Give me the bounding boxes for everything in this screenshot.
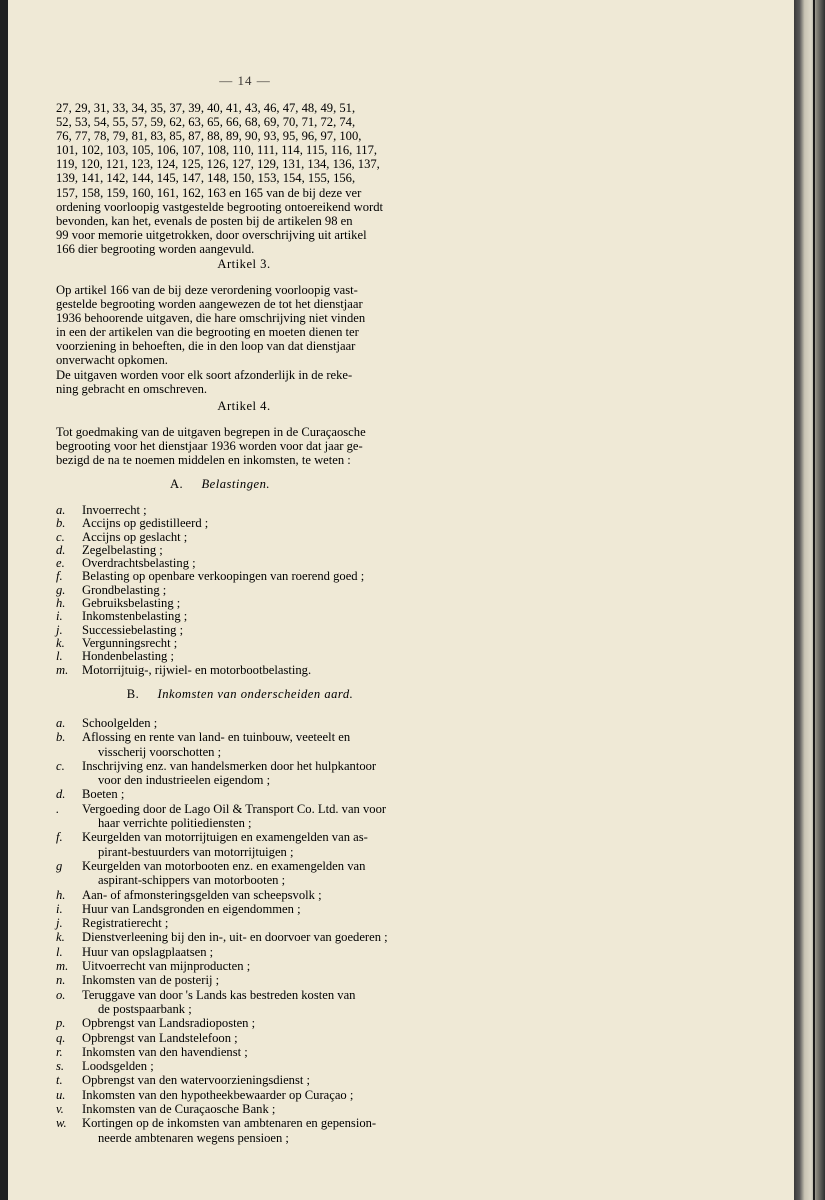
list-item: [56, 988, 436, 1017]
item-letter: g.: [56, 582, 66, 597]
list-item: [56, 787, 436, 801]
section-a-heading: [120, 477, 320, 492]
item-text: Keurgelden van motorrijtuigen en examengelden van as-: [82, 830, 368, 845]
list-item: [56, 716, 436, 730]
inkomsten-list: [56, 716, 436, 1145]
page-number: — 14 —: [219, 73, 271, 88]
list-item: [56, 1073, 436, 1087]
item-letter: j.: [56, 916, 63, 931]
item-text: Huur van opslagplaatsen ;: [82, 944, 214, 959]
item-letter: i.: [56, 609, 63, 624]
item-text: neerde ambtenaren wegens pensioen ;: [98, 1130, 289, 1145]
list-item: [56, 888, 436, 902]
item-text: Teruggave van door 's Lands kas bestreden kosten van: [82, 987, 356, 1002]
text-line: 119, 120, 121, 123, 124, 125, 126, 127, 129, 131, 134, 136, 137,: [56, 157, 380, 172]
item-text: Dienstverleening bij den in-, uit- en doorvoer van goederen ;: [82, 930, 388, 945]
text-line: 157, 158, 159, 160, 161, 162, 163 en 165 van de bij deze ver: [56, 185, 362, 200]
item-text: Accijns op gedistilleerd ;: [82, 516, 209, 531]
item-letter: h.: [56, 887, 66, 902]
artikel-3-heading: Artikel 3.: [217, 257, 271, 271]
text-line: begrooting voor het dienstjaar 1936 worden voor dat jaar ge-: [56, 439, 363, 454]
item-letter: j.: [56, 622, 63, 637]
item-text: Gebruiksbelasting ;: [82, 596, 181, 611]
gutter-shadow: [813, 0, 815, 1200]
list-item: [56, 973, 436, 987]
text-line: 76, 77, 78, 79, 81, 83, 85, 87, 88, 89, 90, 93, 95, 96, 97, 100,: [56, 129, 362, 144]
list-item: [56, 1088, 436, 1102]
item-text: Uitvoerrecht van mijnproducten ;: [82, 959, 251, 974]
artikel-4-heading: Artikel 4.: [217, 399, 271, 413]
item-text: Invoerrecht ;: [82, 503, 147, 517]
item-text: Opbrengst van Landsradioposten ;: [82, 1016, 256, 1031]
list-item: [56, 531, 436, 544]
list-item: [56, 859, 436, 888]
list-item: [56, 624, 436, 637]
section-b-heading: [90, 687, 390, 702]
item-text: Huur van Landsgronden en eigendommen ;: [82, 901, 301, 916]
item-text: Registratierecht ;: [82, 916, 169, 931]
item-letter: k.: [56, 635, 65, 650]
artikel-4-paragraph: [56, 425, 432, 467]
text-line: 27, 29, 31, 33, 34, 35, 37, 39, 40, 41, 43, 46, 47, 48, 49, 51,: [56, 101, 356, 115]
text-line: 99 voor memorie uitgetrokken, door overschrijving uit artikel: [56, 227, 367, 242]
list-item: [56, 759, 436, 788]
item-text: Inschrijving enz. van handelsmerken door het hulpkantoor: [82, 758, 377, 773]
item-letter: a.: [56, 503, 66, 517]
item-letter: d.: [56, 787, 66, 802]
item-text: Inkomsten van de posterij ;: [82, 973, 220, 988]
item-text: Kortingen op de inkomsten van ambtenaren en gepension-: [82, 1116, 377, 1131]
text-line: bezigd de na te noemen middelen en inkomsten, te weten :: [56, 453, 351, 468]
book-gutter: [794, 0, 825, 1200]
list-item: [56, 597, 436, 610]
item-letter: u.: [56, 1087, 66, 1102]
list-item: [56, 1059, 436, 1073]
item-text: Vergoeding door de Lago Oil & Transport Co. Ltd. van voor: [82, 801, 387, 816]
list-item: [56, 830, 436, 859]
item-text: aspirant-schippers van motorbooten ;: [98, 873, 286, 888]
item-text: voor den industrieelen eigendom ;: [98, 773, 271, 788]
item-letter: h.: [56, 596, 66, 611]
item-letter: i.: [56, 901, 63, 916]
section-b-title: Inkomsten van onderscheiden aard.: [157, 687, 354, 701]
item-text: Hondenbelasting ;: [82, 649, 174, 664]
item-letter: n.: [56, 973, 66, 988]
item-letter: k.: [56, 930, 65, 945]
text-line: Tot goedmaking van de uitgaven begrepen in de Curaçaosche: [56, 425, 366, 439]
item-letter: c.: [56, 529, 65, 544]
list-item: [56, 959, 436, 973]
item-letter: f.: [56, 830, 63, 845]
list-item: [56, 916, 436, 930]
item-letter: o.: [56, 987, 66, 1002]
list-item: [56, 637, 436, 650]
item-text: Inkomsten van de Curaçaosche Bank ;: [82, 1102, 276, 1117]
section-b-letter: B.: [126, 687, 140, 701]
list-item: [56, 1031, 436, 1045]
item-text: Inkomsten van den hypotheekbewaarder op Curaçao ;: [82, 1087, 354, 1102]
item-letter: s.: [56, 1059, 65, 1074]
list-item: [56, 1102, 436, 1116]
text-line: Op artikel 166 van de bij deze verordening voorloopig vast-: [56, 283, 358, 297]
item-letter: v.: [56, 1102, 64, 1117]
item-text: de postspaarbank ;: [98, 1001, 192, 1016]
item-text: pirant-bestuurders van motorrijtuigen ;: [98, 844, 294, 859]
item-text: Inkomstenbelasting ;: [82, 609, 188, 624]
text-line: ning gebracht en omschreven.: [56, 381, 208, 396]
list-item: [56, 650, 436, 663]
item-letter: w.: [56, 1116, 67, 1131]
item-letter: e.: [56, 556, 65, 571]
artikel-3-paragraph: [56, 283, 432, 396]
list-item: [56, 730, 436, 759]
text-line: 166 dier begrooting worden aangevuld.: [56, 241, 255, 256]
item-letter: d.: [56, 542, 66, 557]
item-text: Zegelbelasting ;: [82, 542, 163, 557]
intro-paragraph: [56, 101, 432, 256]
item-text: Belasting op openbare verkoopingen van roerend goed ;: [82, 569, 365, 584]
item-letter: g: [56, 858, 63, 873]
list-item: [56, 945, 436, 959]
belastingen-list: [56, 504, 436, 677]
item-text: Motorrijtuig-, rijwiel- en motorbootbelasting.: [82, 662, 312, 677]
text-line: 1936 behoorende uitgaven, die hare omschrijving niet vinden: [56, 311, 366, 326]
section-a-letter: A.: [169, 477, 184, 491]
text-line: bevonden, kan het, evenals de posten bij de artikelen 98 en: [56, 213, 353, 228]
item-text: Loodsgelden ;: [82, 1059, 154, 1074]
text-line: De uitgaven worden voor elk soort afzonderlijk in de reke-: [56, 367, 353, 382]
item-letter: b.: [56, 516, 66, 531]
item-letter: c.: [56, 758, 65, 773]
item-letter: f.: [56, 569, 63, 584]
list-item: [56, 1116, 436, 1145]
text-line: voorziening in behoeften, die in den loop van dat dienstjaar: [56, 339, 356, 354]
item-text: Successiebelasting ;: [82, 622, 184, 637]
list-item: [56, 557, 436, 570]
text-line: 139, 141, 142, 144, 145, 147, 148, 150, 153, 154, 155, 156,: [56, 171, 356, 186]
list-item: [56, 802, 436, 831]
item-text: Overdrachtsbelasting ;: [82, 556, 196, 571]
item-text: haar verrichte politiediensten ;: [98, 816, 252, 831]
item-text: Accijns op geslacht ;: [82, 529, 188, 544]
item-letter: t.: [56, 1073, 63, 1088]
item-letter: m.: [56, 662, 69, 677]
item-text: Aflossing en rente van land- en tuinbouw, veeteelt en: [82, 730, 351, 745]
item-letter: l.: [56, 649, 63, 664]
item-text: Boeten ;: [82, 787, 125, 802]
item-text: Keurgelden van motorbooten enz. en examengelden van: [82, 858, 366, 873]
list-item: [56, 1045, 436, 1059]
list-item: [56, 584, 436, 597]
item-letter: a.: [56, 716, 66, 730]
item-text: visscherij voorschotten ;: [98, 744, 222, 759]
text-line: 101, 102, 103, 105, 106, 107, 108, 110, 111, 114, 115, 116, 117,: [56, 143, 378, 158]
item-letter: p.: [56, 1016, 66, 1031]
list-item: [56, 610, 436, 623]
item-letter: l.: [56, 944, 63, 959]
item-letter: b.: [56, 730, 66, 745]
list-item: [56, 930, 436, 944]
list-item: [56, 664, 436, 677]
text-line: onverwacht opkomen.: [56, 353, 168, 368]
item-text: Opbrengst van Landstelefoon ;: [82, 1030, 238, 1045]
text-line: in een der artikelen van die begrooting en moeten dienen ter: [56, 325, 359, 340]
item-text: Opbrengst van den watervoorzieningsdienst ;: [82, 1073, 311, 1088]
list-item: [56, 504, 436, 517]
list-item: [56, 570, 436, 583]
text-line: 52, 53, 54, 55, 57, 59, 62, 63, 65, 66, 68, 69, 70, 71, 72, 74,: [56, 115, 356, 130]
item-letter: .: [56, 801, 60, 816]
item-text: Vergunningsrecht ;: [82, 635, 178, 650]
item-text: Schoolgelden ;: [82, 716, 158, 730]
section-a-title: Belastingen.: [201, 477, 271, 491]
list-item: [56, 902, 436, 916]
item-text: Inkomsten van den havendienst ;: [82, 1044, 248, 1059]
item-letter: r.: [56, 1044, 63, 1059]
item-text: Aan- of afmonsteringsgelden van scheepsvolk ;: [82, 887, 322, 902]
list-item: [56, 517, 436, 530]
text-line: gestelde begrooting worden aangewezen de tot het dienstjaar: [56, 297, 363, 312]
item-letter: q.: [56, 1030, 66, 1045]
item-letter: m.: [56, 959, 69, 974]
list-item: [56, 544, 436, 557]
list-item: [56, 1016, 436, 1030]
item-text: Grondbelasting ;: [82, 582, 167, 597]
text-line: ordening voorloopig vastgestelde begrooting ontoereikend wordt: [56, 199, 384, 214]
